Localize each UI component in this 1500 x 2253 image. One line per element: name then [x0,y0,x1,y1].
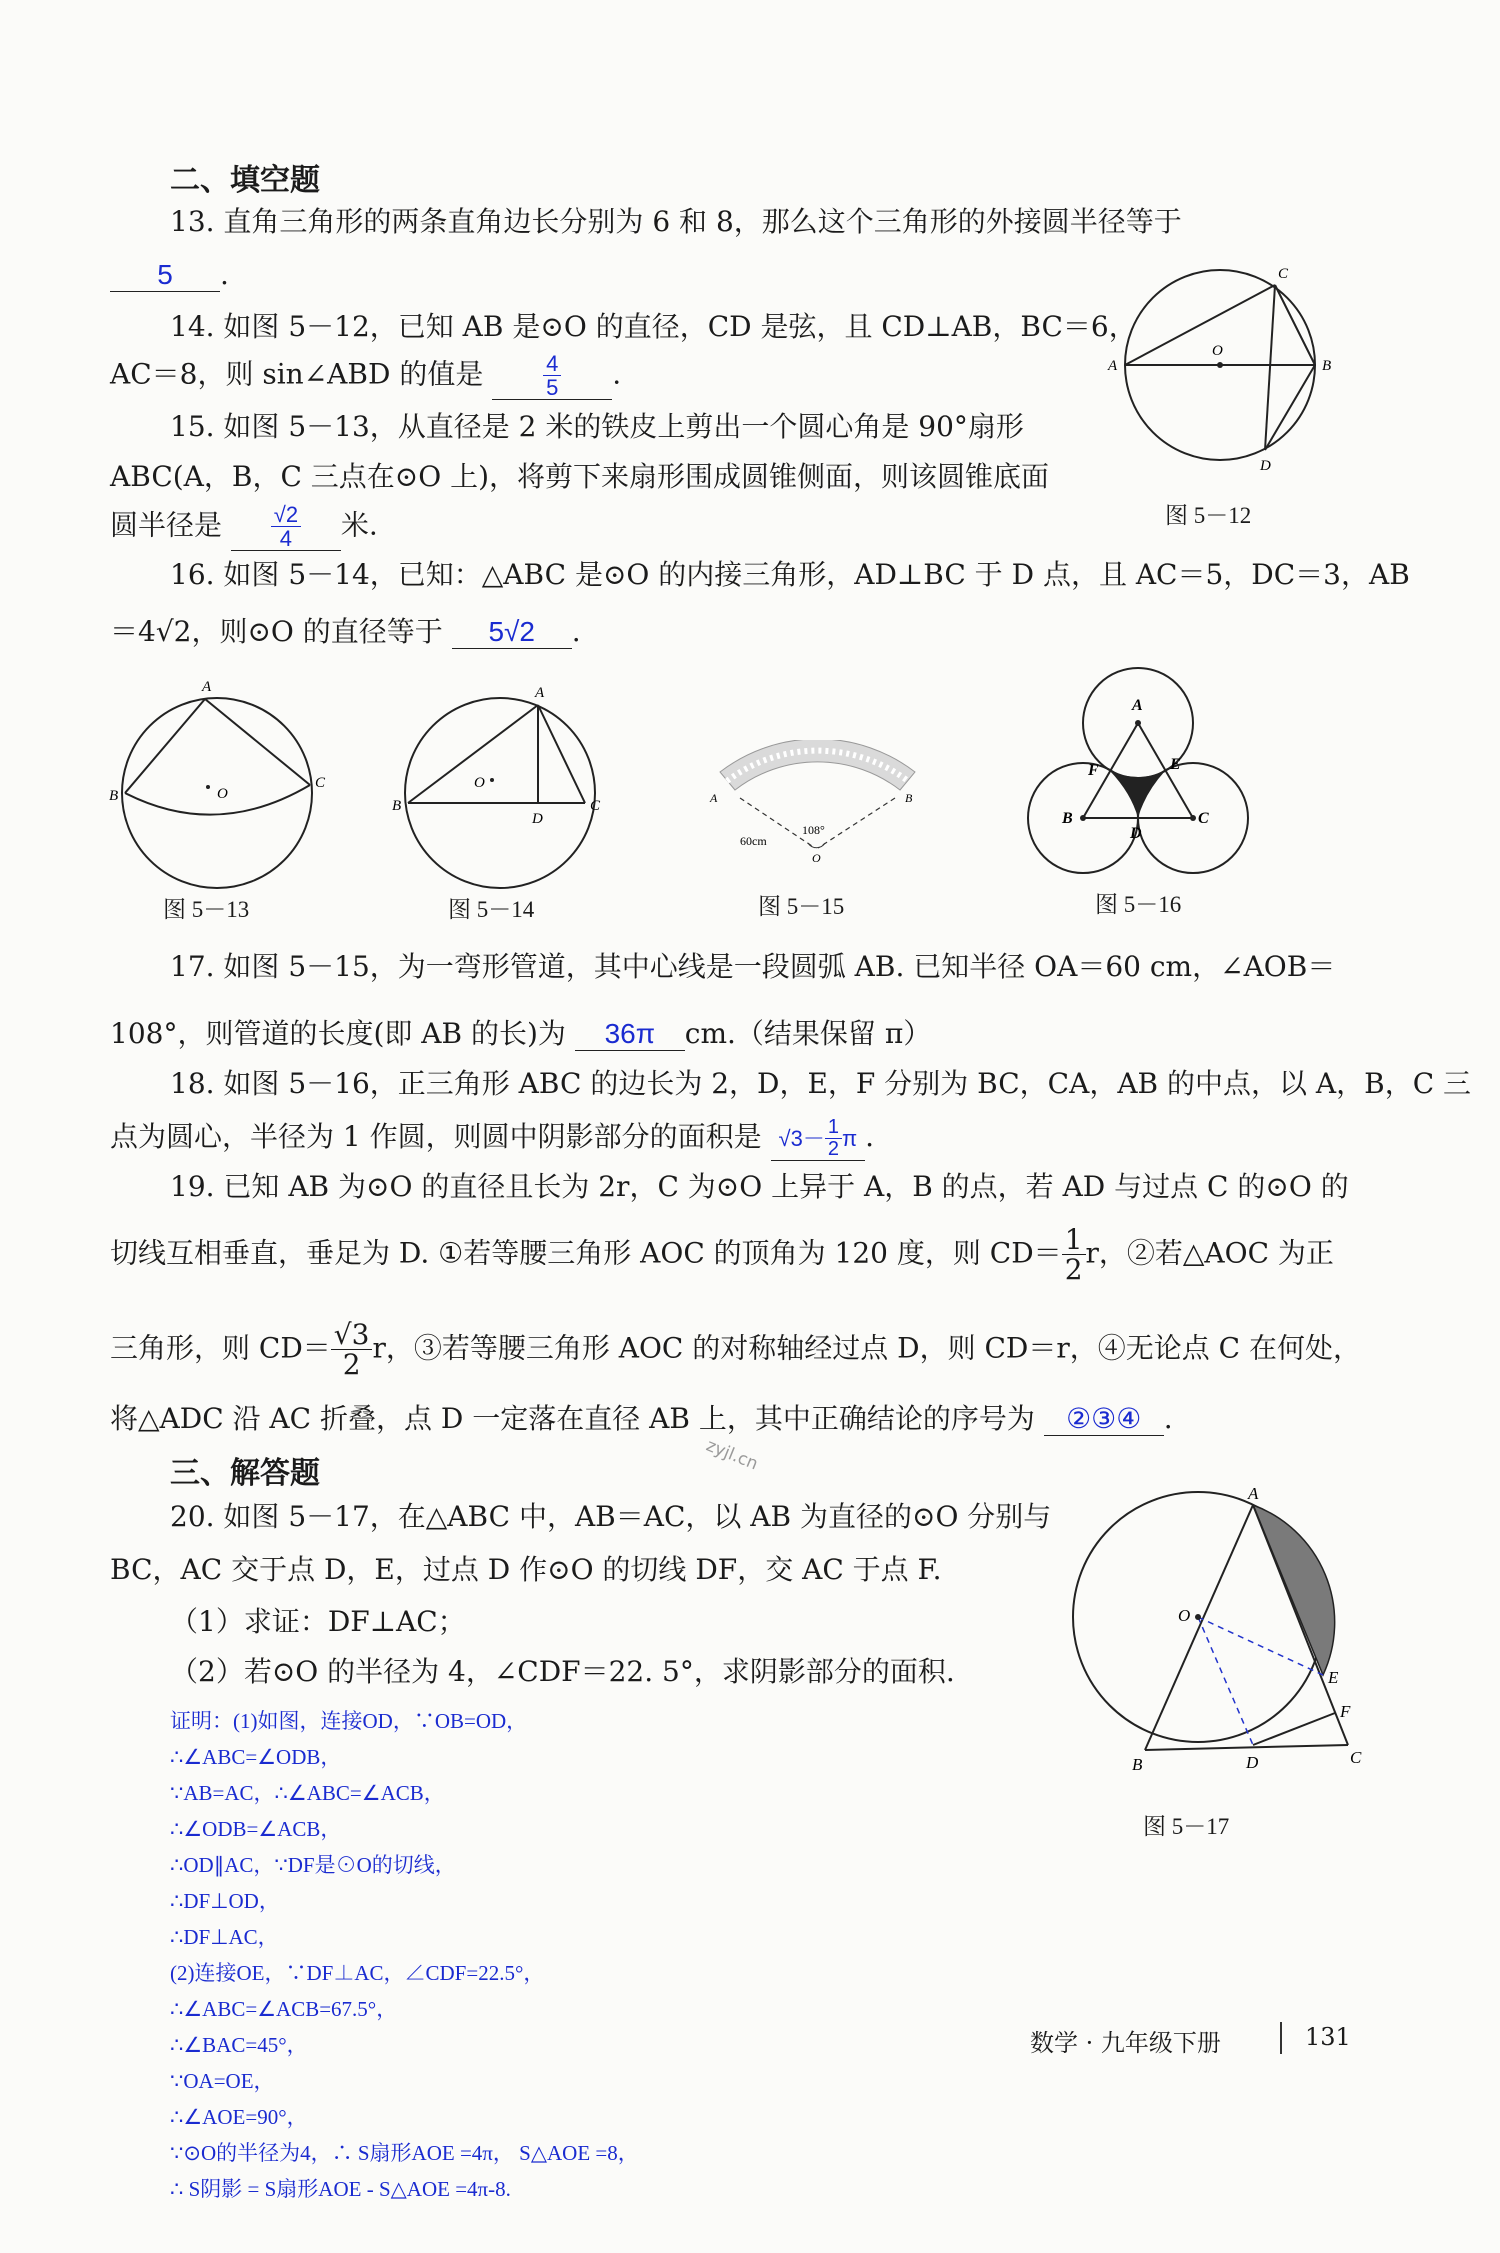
fig17-line-AB [1145,1505,1253,1750]
fig15-radius-OB [818,798,895,848]
q13-line1: 13. 直角三角形的两条直角边长分别为 6 和 8，那么这个三角形的外接圆半径等于 [170,205,1182,238]
q17-line2: 108°，则管道的长度(即 AB 的长)为 36π cm.（结果保留 π） [110,1017,932,1050]
page-number: 131 [1305,2023,1351,2051]
q15-line3: 圆半径是 $\frac{√2}{4}$ 米. [110,502,378,552]
solution-line: ∵OA=OE， [170,2069,275,2093]
solution-line: ∴∠AOE=90°， [170,2105,308,2129]
q19-line1: 19. 已知 AB 为⊙O 的直径且长为 2r，C 为⊙O 上异于 A，B 的点，若 AD 与过点 C 的⊙O 的 [170,1170,1349,1203]
fig12-chord-CB [1275,285,1315,365]
q14-line2: AC＝8，则 sin∠ABD 的值是 $\frac{4}{5}$ . [110,351,622,401]
q20-line3: （1）求证：DF⊥AC； [170,1605,466,1638]
fig17-label-E: E [1328,1668,1339,1687]
solution-line: ∵⊙O的半径为4，∴ S扇形AOE =4π， S△AOE =8， [170,2141,639,2165]
fig15-length-label: 60cm [740,834,767,848]
fig12-label-O: O [1212,343,1223,359]
fig16-label-E: E [1170,756,1181,773]
q19-answer: ②③④ [1044,1402,1164,1436]
fig16-label-C: C [1198,810,1209,827]
q20-line1: 20. 如图 5－17，在△ABC 中，AB＝AC，以 AB 为直径的⊙O 分别与 [170,1500,1052,1533]
fig17-dashed-OD [1198,1617,1253,1745]
caption-fig-5-12: 图 5－12 [1165,503,1252,528]
fig12-label-C: C [1278,266,1289,282]
caption-fig-5-15: 图 5－15 [758,894,845,919]
q16-line2: ＝4√2，则⊙O 的直径等于 5√2 . [110,615,581,648]
q16-answer: 5√2 [452,616,572,649]
fig15-label-O: O [812,851,821,865]
fig16-label-A: A [1132,697,1143,714]
q17-answer: 36π [575,1018,685,1051]
fig16-label-F: F [1088,762,1099,779]
solution-line: ∴∠ABC=∠ODB， [170,1745,342,1769]
fig12-center [1217,362,1223,368]
fig12-label-D: D [1260,458,1271,474]
fig13-label-B: B [109,788,119,804]
fig13-line-AC [205,699,310,785]
figure-5-12 [1100,260,1340,500]
caption-fig-5-14: 图 5－14 [448,897,535,922]
q14-answer: $\frac{4}{5}$ [492,352,612,400]
fig15-label-B: B [905,791,913,805]
solution-line: ∴DF⊥OD， [170,1889,280,1913]
solution-line: ∴DF⊥AC， [170,1925,279,1949]
fig17-label-F: F [1340,1702,1351,1721]
fig15-label-A: A [710,791,718,805]
q20-line2: BC，AC 交于点 D，E，过点 D 作⊙O 的切线 DF，交 AC 于点 F. [110,1553,942,1586]
fig16-label-B: B [1062,810,1073,827]
section-title-fill-in: 二、填空题 [170,163,320,198]
fig14-label-D: D [532,811,543,827]
q16-line1: 16. 如图 5－14，已知：△ABC 是⊙O 的内接三角形，AD⊥BC 于 D 点，且 AC＝5，DC＝3，AB [170,558,1410,591]
q15-line2: ABC(A，B，C 三点在⊙O 上)，将剪下来扇形围成圆锥侧面，则该圆锥底面 [110,460,1050,493]
fig14-label-O: O [474,775,485,791]
solution-line: ∴∠ABC=∠ACB=67.5°， [170,1997,398,2021]
q17-line1: 17. 如图 5－15，为一弯形管道，其中心线是一段圆弧 AB. 已知半径 OA＝60 cm，∠AOB＝ [170,950,1336,983]
fig17-line-BC [1145,1745,1348,1750]
figure-5-14 [390,675,620,890]
footer-book-title: 数学 · 九年级下册 [1030,2029,1221,2057]
solution-line: ∵AB=AC，∴∠ABC=∠ACB， [170,1781,445,1805]
fig16-label-D: D [1130,825,1142,842]
fig14-label-C: C [590,798,601,814]
figure-5-16 [1020,658,1260,878]
fig14-circle [405,698,595,888]
fig15-pipe [720,740,915,790]
fig15-angle-mark [808,843,825,848]
fig17-label-C: C [1350,1748,1362,1767]
fig14-label-A: A [535,685,545,701]
fig14-label-B: B [392,798,402,814]
q13-answer: 5 [110,259,220,292]
solution-line: ∴∠ODB=∠ACB， [170,1817,342,1841]
fig13-label-O: O [217,786,228,802]
q14-line1: 14. 如图 5－12，已知 AB 是⊙O 的直径，CD 是弦，且 CD⊥AB，BC＝6， [170,310,1137,343]
fig17-label-A: A [1248,1485,1259,1503]
watermark: zyjl.cn [703,1435,761,1475]
q15-answer: $\frac{√2}{4}$ [231,503,341,551]
fig12-chord-CD [1265,285,1275,450]
figure-5-15 [700,740,930,865]
fig12-chord-AC [1125,285,1275,365]
solution-line: ∴ S阴影 = S扇形AOE - S△AOE =4π-8. [170,2177,511,2201]
section-title-solve: 三、解答题 [170,1456,320,1491]
caption-fig-5-13: 图 5－13 [163,897,250,922]
fig17-tangent-DF [1253,1713,1335,1745]
solution-line: 证明：(1)如图，连接OD，∵OB=OD， [170,1709,528,1733]
solution-line: ∴OD∥AC，∵DF是⊙O的切线， [170,1853,456,1877]
solution-line: ∴∠BAC=45°， [170,2033,308,2057]
caption-fig-5-17: 图 5－17 [1143,1814,1230,1839]
fig12-chord-DB [1265,365,1315,450]
fig17-shaded-region [1253,1505,1335,1675]
fig17-label-B: B [1132,1755,1143,1774]
fig13-label-C: C [315,775,326,791]
fig14-center [490,778,494,782]
fig14-line-AB [408,705,538,803]
fig17-label-D: D [1246,1753,1259,1772]
q19-line2: 切线互相垂直，垂足为 D. ①若等腰三角形 AOC 的顶角为 120 度，则 CD＝ $\frac{1}{2}$ r，②若△AOC 为正 [110,1223,1334,1287]
fig12-label-A: A [1108,358,1118,374]
q15-line1: 15. 如图 5－13，从直径是 2 米的铁皮上剪出一个圆心角是 90°扇形 [170,410,1024,443]
fig13-center [206,785,210,789]
solution-line: (2)连接OE，∵DF⊥AC，∠CDF=22.5°， [170,1961,545,1985]
q18-answer: √3－ $\frac{1}{2}$ π [771,1117,866,1161]
q18-line1: 18. 如图 5－16，正三角形 ABC 的边长为 2，D，E，F 分别为 BC，CA，AB 的中点，以 A，B，C 三 [170,1067,1472,1100]
footer-divider [1280,2022,1282,2054]
q18-line2: 点为圆心，半径为 1 作圆，则圆中阴影部分的面积是 √3－ $\frac{1}{2}$ π . [110,1115,875,1160]
figure-5-13 [105,675,335,890]
q13-answer-line: 5 . [110,258,229,292]
caption-fig-5-16: 图 5－16 [1095,892,1182,917]
q19-line3: 三角形，则 CD＝ $\frac{√3}{2}$ r，③若等腰三角形 AOC 的对称轴经过点 D，则 CD＝r，④无论点 C 在何处， [110,1318,1361,1382]
fig15-angle-label: 108° [802,823,825,837]
fig13-label-A: A [202,679,212,695]
figure-5-17 [1070,1485,1380,1785]
fig12-label-B: B [1322,358,1332,374]
fig16-shaded-region [1110,771,1165,818]
fig17-label-O: O [1178,1606,1191,1625]
q20-line4: （2）若⊙O 的半径为 4，∠CDF＝22. 5°，求阴影部分的面积. [170,1655,955,1688]
q19-line4: 将△ADC 沿 AC 折叠，点 D 一定落在直径 AB 上，其中正确结论的序号为 ②③④ . [110,1402,1173,1435]
